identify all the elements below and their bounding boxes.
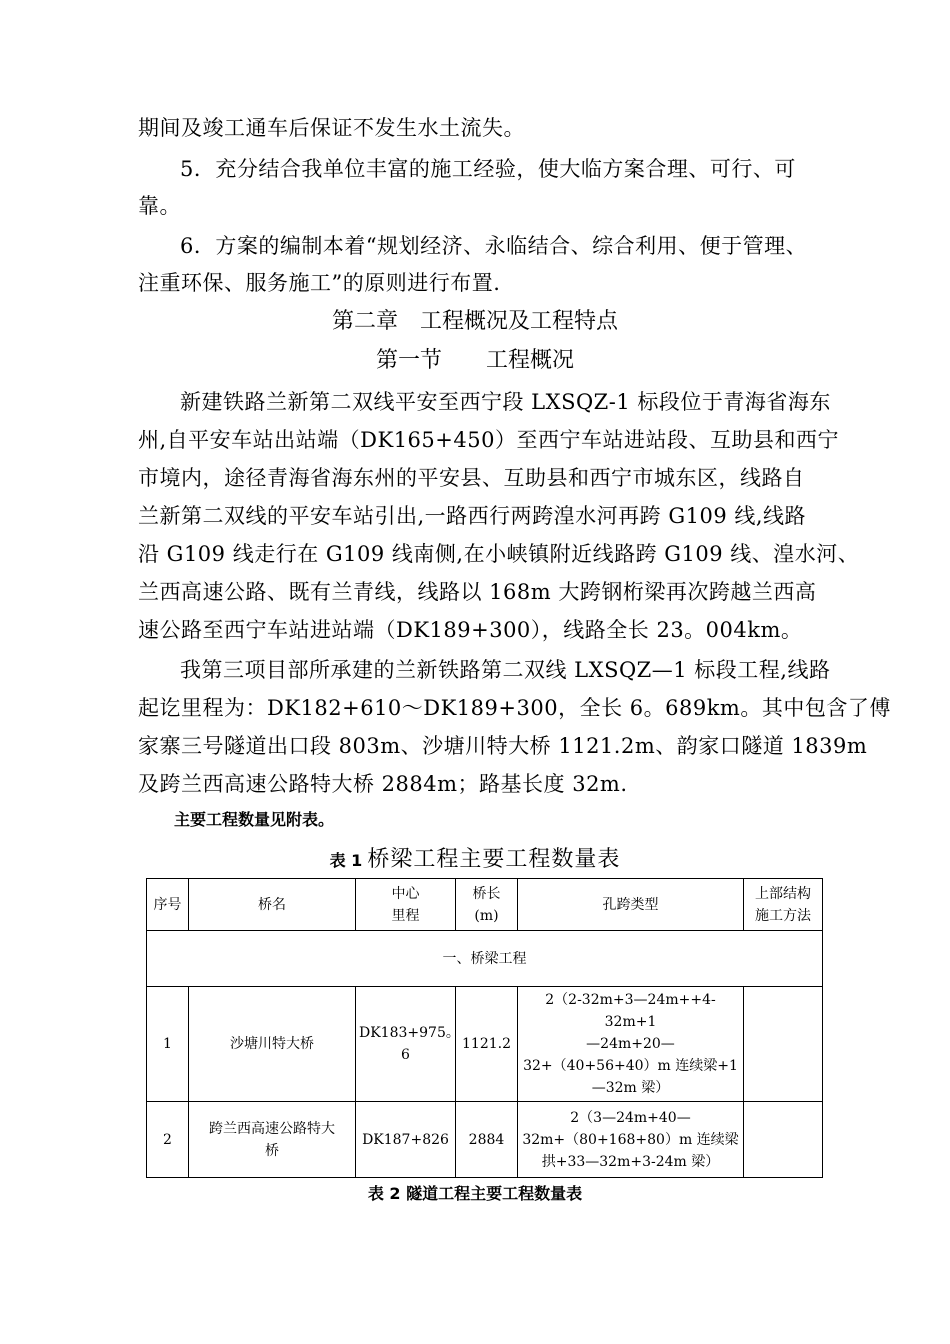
row-seq: 1 bbox=[147, 987, 189, 1102]
row-span-l1: 2（3—24m+40— bbox=[570, 1109, 691, 1126]
table-row bbox=[147, 1102, 823, 1178]
header-seq: 序号 bbox=[147, 879, 189, 931]
table-row bbox=[147, 987, 823, 1102]
row-mileage-l1: DK183+975。 bbox=[359, 1025, 460, 1041]
table1-caption-title: 桥梁工程主要工程数量表 bbox=[367, 847, 621, 872]
table2-caption: 表 2 隧道工程主要工程数量表 bbox=[367, 1184, 583, 1203]
row-mileage-l2: 6 bbox=[401, 1047, 410, 1063]
row-mileage: DK187+826 bbox=[356, 1102, 456, 1178]
row-span-type bbox=[518, 987, 744, 1102]
paragraph-line: 新建铁路兰新第二双线平安至西宁段 LXSQZ-1 标段位于青海省海东 bbox=[180, 390, 831, 414]
row-length: 1121.2 bbox=[456, 987, 518, 1102]
header-length-l2: (m) bbox=[474, 907, 499, 924]
paragraph-line: 5．充分结合我单位丰富的施工经验，使大临方案合理、可行、可 bbox=[180, 157, 796, 181]
paragraph-line: 州,自平安车站出站端（DK165+450）至西宁车站进站段、互助县和西宁 bbox=[138, 428, 839, 452]
paragraph-line: 沿 G109 线走行在 G109 线南侧,在小峡镇附近线路跨 G109 线、湟水河、 bbox=[138, 542, 860, 566]
table-group-row bbox=[147, 931, 823, 987]
row-span-l4: —32m 梁） bbox=[591, 1080, 670, 1096]
paragraph-line: 6．方案的编制本着“规划经济、永临结合、综合利用、便于管理、 bbox=[180, 234, 808, 258]
paragraph-line: 我第三项目部所承建的兰新铁路第二双线 LXSQZ—1 标段工程,线路 bbox=[180, 658, 831, 682]
header-mileage-l2: 里程 bbox=[391, 907, 420, 924]
row-bridge-name: 沙塘川特大桥 bbox=[189, 987, 356, 1102]
header-method-l1: 上部结构 bbox=[755, 885, 811, 902]
row-method bbox=[744, 1102, 823, 1178]
header-bridge-name: 桥名 bbox=[189, 879, 356, 931]
paragraph-line: 及跨兰西高速公路特大桥 2884m；路基长度 32m. bbox=[138, 772, 628, 796]
paragraph-line: 兰新第二双线的平安车站引出,一路西行两跨湟水河再跨 G109 线,线路 bbox=[138, 504, 807, 528]
row-seq: 2 bbox=[147, 1102, 189, 1178]
table1-caption bbox=[0, 842, 950, 879]
paragraph-line: 兰西高速公路、既有兰青线，线路以 168m 大跨钢桁梁再次跨越兰西高 bbox=[138, 580, 817, 604]
header-mileage-l1: 中心 bbox=[391, 885, 420, 902]
row-span-type bbox=[518, 1102, 744, 1178]
attachment-note: 主要工程数量见附表。 bbox=[174, 810, 335, 829]
chapter-title: 第二章 工程概况及工程特点 bbox=[331, 309, 618, 334]
row-bridge-name-l2: 桥 bbox=[265, 1142, 279, 1159]
row-span-l2: 32m+（80+168+80）m 连续梁 bbox=[522, 1131, 739, 1148]
header-mileage bbox=[356, 879, 456, 931]
header-method bbox=[744, 879, 823, 931]
header-span-type: 孔跨类型 bbox=[518, 879, 744, 931]
row-bridge-name-l1: 跨兰西高速公路特大 bbox=[209, 1120, 335, 1137]
row-span-l3: 拱+33—32m+3-24m 梁） bbox=[541, 1153, 720, 1170]
header-length-l1: 桥长 bbox=[472, 885, 501, 902]
paragraph-line: 速公路至西宁车站进站端（DK189+300），线路全长 23。004km。 bbox=[138, 618, 803, 642]
paragraph-line: 靠。 bbox=[138, 194, 181, 218]
row-mileage bbox=[356, 987, 460, 1102]
table-header-row bbox=[147, 879, 823, 931]
row-span-l1: 2（2-32m+3—24m++4-32m+1 bbox=[545, 992, 716, 1030]
row-method bbox=[744, 987, 823, 1102]
paragraph-line: 市境内，途径青海省海东州的平安县、互助县和西宁市城东区，线路自 bbox=[138, 466, 805, 490]
row-bridge-name bbox=[189, 1102, 356, 1178]
paragraph-line: 起讫里程为：DK182+610～DK189+300，全长 6。689km。其中包含了傅 bbox=[138, 696, 891, 720]
paragraph-line: 注重环保、服务施工”的原则进行布置. bbox=[138, 271, 501, 295]
paragraph-line: 家寨三号隧道出口段 803m、沙塘川特大桥 1121.2m、韵家口隧道 1839m bbox=[138, 734, 868, 758]
bridge-quantity-table bbox=[146, 878, 823, 1178]
table1-caption-prefix: 表 1 bbox=[329, 851, 363, 870]
header-length bbox=[456, 879, 518, 931]
section-title: 第一节 工程概况 bbox=[375, 348, 574, 373]
row-length: 2884 bbox=[456, 1102, 518, 1178]
paragraph-line: 期间及竣工通车后保证不发生水土流失。 bbox=[138, 116, 525, 140]
header-method-l2: 施工方法 bbox=[755, 907, 811, 924]
group-label: 一、桥梁工程 bbox=[147, 931, 823, 987]
row-span-l2: —24m+20— bbox=[586, 1036, 675, 1052]
row-span-l3: 32+（40+56+40）m 连续梁+1 bbox=[523, 1058, 738, 1074]
